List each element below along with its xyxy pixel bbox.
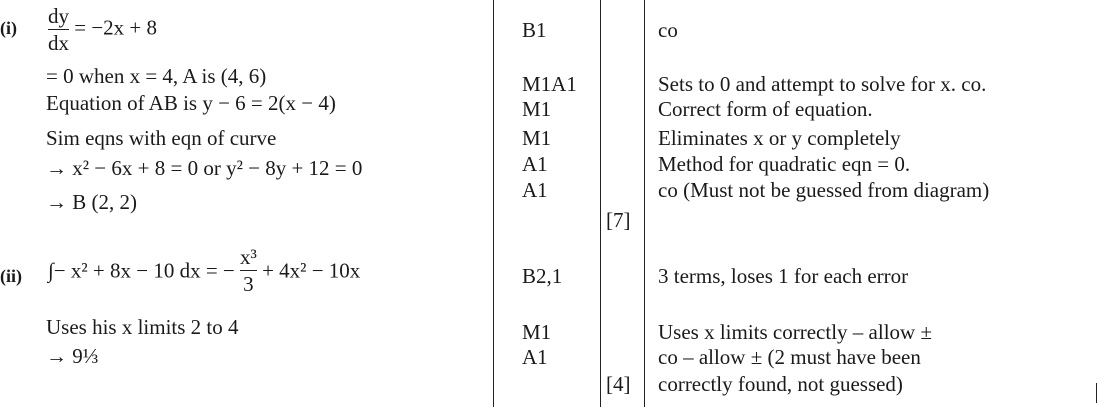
note-7: 3 terms, loses 1 for each error (658, 264, 909, 288)
integral-fraction (240, 246, 257, 295)
derivative-denominator: dx (48, 31, 69, 55)
mark-m1a1: M1A1 (522, 72, 577, 96)
note-8: Uses x limits correctly – allow ± (658, 320, 932, 344)
integral-frac-numerator: x³ (240, 245, 257, 269)
derivative-line (48, 5, 157, 54)
part-ii-label: (ii) (0, 266, 22, 286)
derivative-fraction (48, 5, 69, 54)
note-5: Method for quadratic eqn = 0. (658, 152, 911, 176)
part-i-line-4: Sim eqns with eqn of curve (46, 126, 277, 150)
fraction-bar (48, 29, 69, 30)
integral-fraction-bar (240, 270, 257, 271)
divider-marks-totals (600, 0, 601, 407)
part-i-line-5: → x² − 6x + 8 = 0 or y² − 8y + 12 = 0 (46, 156, 363, 180)
part-ii-line-3: → 9⅓ (46, 344, 99, 368)
mark-m1-a: M1 (522, 97, 552, 121)
mark-b21: B2,1 (522, 264, 563, 288)
divider-solution-marks (493, 0, 494, 407)
note-3: Correct form of equation. (658, 97, 873, 121)
part-i-line-6: → B (2, 2) (46, 190, 137, 214)
part-i-line-2: = 0 when x = 4, A is (4, 6) (46, 64, 267, 88)
note-4: Eliminates x or y completely (658, 126, 901, 150)
mark-a1-c: A1 (522, 345, 548, 369)
part-i-line-3: Equation of AB is y − 6 = 2(x − 4) (46, 91, 336, 115)
derivative-numerator: dy (48, 4, 69, 28)
note-1: co (658, 18, 678, 42)
part-ii-line-2: Uses his x limits 2 to 4 (46, 315, 239, 339)
derivative-rhs: = −2x + 8 (74, 15, 158, 40)
page-edge-mark (1096, 383, 1097, 403)
total-part-ii: [4] (606, 372, 631, 396)
integral-frac-denominator: 3 (243, 272, 254, 296)
note-10: correctly found, not guessed) (658, 372, 903, 396)
note-6: co (Must not be guessed from diagram) (658, 178, 990, 202)
note-9: co – allow ± (2 must have been (658, 345, 921, 369)
integral-rhs: + 4x² − 10x (262, 258, 361, 283)
part-i-label: (i) (0, 18, 17, 38)
note-2: Sets to 0 and attempt to solve for x. co. (658, 72, 987, 96)
mark-b1: B1 (522, 18, 547, 42)
mark-m1-c: M1 (522, 320, 552, 344)
mark-a1-b: A1 (522, 178, 548, 202)
integral-lhs: ∫− x² + 8x − 10 dx = − (48, 258, 235, 283)
integral-line (48, 246, 360, 295)
mark-a1-a: A1 (522, 152, 548, 176)
total-part-i: [7] (606, 208, 631, 232)
mark-m1-b: M1 (522, 126, 552, 150)
divider-totals-notes (644, 0, 645, 407)
